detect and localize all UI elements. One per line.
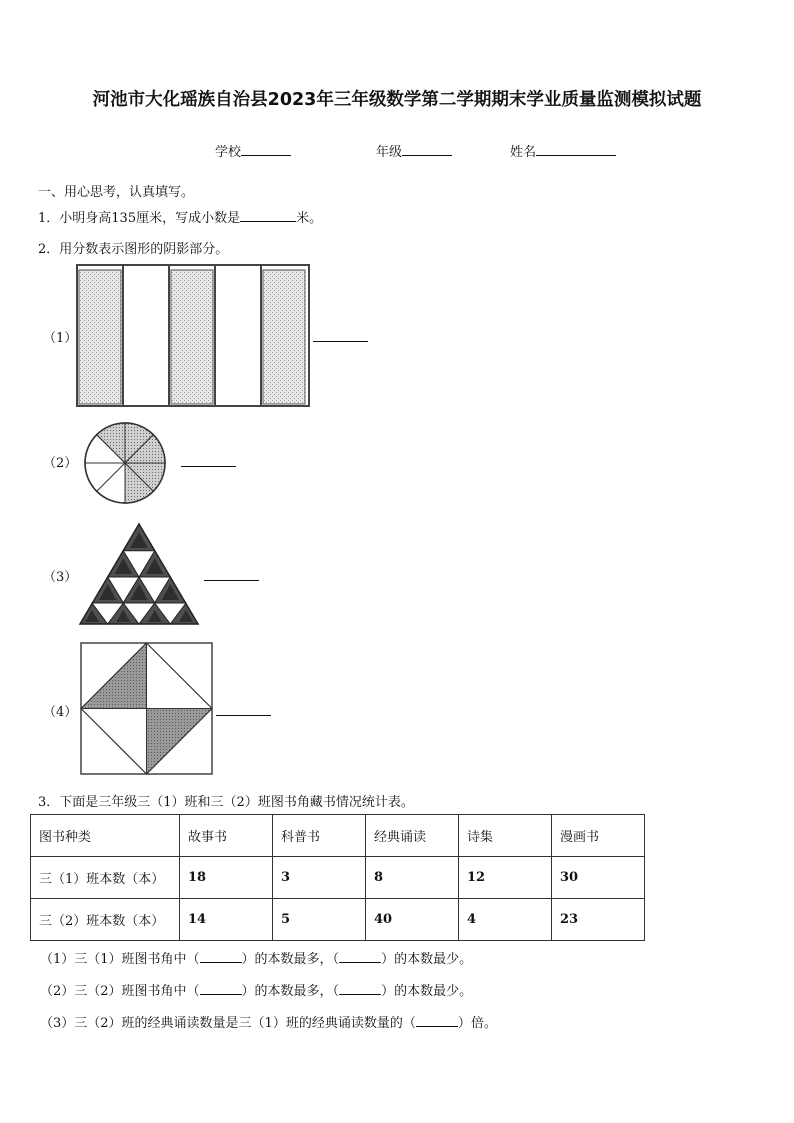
q3-sub3-part-a: （3）三（2）班的经典诵读数量是三（1）班的经典诵读数量的（ xyxy=(40,1016,416,1031)
header-cell: 诗集 xyxy=(459,815,552,857)
header-cell: 经典诵读 xyxy=(366,815,459,857)
q3-sub1-blank-most[interactable] xyxy=(200,951,242,963)
q3-sub1-part-b: ）的本数最多，（ xyxy=(241,952,340,967)
q3-sub3-part-b: ）倍。 xyxy=(457,1016,497,1031)
fig3-label: （3） xyxy=(43,570,78,585)
table-cell: 8 xyxy=(366,857,459,899)
q3-sub1 xyxy=(40,948,472,967)
fig1-label: （1） xyxy=(43,331,78,346)
table-cell: 30 xyxy=(552,857,645,899)
q3-sub2-part-c: ）的本数最少。 xyxy=(381,984,473,999)
row-label: 三（1）班本数（本） xyxy=(31,857,180,899)
table-cell: 23 xyxy=(552,899,645,941)
header-cell: 科普书 xyxy=(273,815,366,857)
table-header-row xyxy=(31,815,645,857)
q3-sub2-part-b: ）的本数最多，（ xyxy=(241,984,340,999)
grade-field xyxy=(376,141,452,160)
school-label: 学校 xyxy=(215,145,242,160)
figure-rectangle-strips xyxy=(74,262,314,410)
fig4-label: （4） xyxy=(43,705,78,720)
table-row xyxy=(31,899,645,941)
fig2-label: （2） xyxy=(43,456,78,471)
section-heading: 一、用心思考，认真填写。 xyxy=(38,185,195,200)
grade-blank[interactable] xyxy=(402,143,452,156)
figure-square-diamond xyxy=(78,640,216,778)
school-field xyxy=(215,141,291,160)
header-cell: 图书种类 xyxy=(31,815,180,857)
q3-sub3-blank-times[interactable] xyxy=(416,1015,458,1027)
table-cell: 12 xyxy=(459,857,552,899)
table-row xyxy=(31,857,645,899)
q1-answer-blank[interactable] xyxy=(240,210,296,222)
table-cell: 5 xyxy=(273,899,366,941)
name-blank[interactable] xyxy=(536,143,616,156)
table-cell: 4 xyxy=(459,899,552,941)
fig4-answer-blank[interactable] xyxy=(216,715,271,716)
figure-circle-sectors xyxy=(83,421,167,505)
q3-sub1-blank-least[interactable] xyxy=(339,951,381,963)
q3-sub3 xyxy=(40,1012,497,1031)
row-label: 三（2）班本数（本） xyxy=(31,899,180,941)
name-label: 姓名 xyxy=(510,145,537,160)
q3-sub1-part-c: ）的本数最少。 xyxy=(381,952,473,967)
question-3: 3．下面是三年级三（1）班和三（2）班图书角藏书情况统计表。 xyxy=(38,795,414,810)
table-cell: 14 xyxy=(180,899,273,941)
q3-sub2-part-a: （2）三（2）班图书角中（ xyxy=(40,984,200,999)
q3-sub1-part-a: （1）三（1）班图书角中（ xyxy=(40,952,200,967)
q3-sub2-blank-least[interactable] xyxy=(339,983,381,995)
header-cell: 故事书 xyxy=(180,815,273,857)
table-cell: 3 xyxy=(273,857,366,899)
question-2: 2．用分数表示图形的阴影部分。 xyxy=(38,242,229,257)
fig3-answer-blank[interactable] xyxy=(204,580,259,581)
table-cell: 18 xyxy=(180,857,273,899)
page-title: 河池市大化瑶族自治县2023年三年级数学第二学期期末学业质量监测模拟试题 xyxy=(92,90,702,110)
q1-suffix: 米。 xyxy=(296,211,323,226)
q3-sub2 xyxy=(40,980,472,999)
fig1-answer-blank[interactable] xyxy=(313,341,368,342)
question-1 xyxy=(38,207,322,226)
header-cell: 漫画书 xyxy=(552,815,645,857)
name-field xyxy=(510,141,616,160)
grade-label: 年级 xyxy=(376,145,403,160)
fig2-answer-blank[interactable] xyxy=(181,466,236,467)
book-stats-table xyxy=(30,814,645,941)
figure-triangle-grid xyxy=(78,522,200,626)
school-blank[interactable] xyxy=(241,143,291,156)
q3-sub2-blank-most[interactable] xyxy=(200,983,242,995)
table-cell: 40 xyxy=(366,899,459,941)
q1-prefix: 1．小明身高135厘米，写成小数是 xyxy=(38,211,241,226)
